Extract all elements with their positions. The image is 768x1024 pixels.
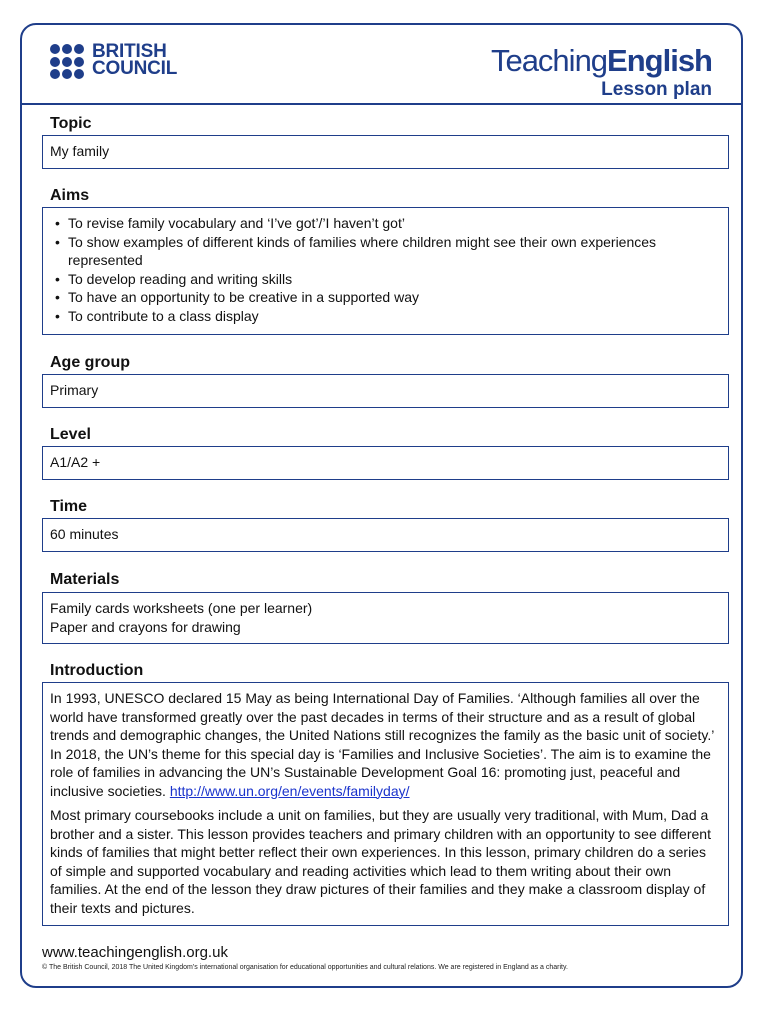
material-item: Paper and crayons for drawing <box>50 618 241 635</box>
time-value: 60 minutes <box>50 526 119 542</box>
introduction-p1-text: In 1993, UNESCO declared 15 May as being International Day of Families. ‘Although families all over the world have transformed greatly over the past decades in terms of their structure and as a result of global trends and demographic changes, the United Nations still recognizes the family as the basic unit of society.’ In 2018, the UN’s theme for this special day is ‘Families and Inclusive Societies’. The aim is to examine the role of families in advancing the UN’s Sustainable Development Goal 16: promoting just, peaceful and inclusive societies. <box>50 690 714 799</box>
org-name-line1: BRITISH <box>92 41 167 62</box>
aims-list <box>50 214 721 325</box>
header-divider <box>22 103 742 105</box>
introduction-box <box>42 682 729 926</box>
footer-copyright: © The British Council, 2018 The United Kingdom’s international organisation for educational opportunities and cultural relations. We are registered in England as a charity. <box>42 964 568 971</box>
aims-heading: Aims <box>50 187 90 204</box>
aim-item: • To contribute to a class display <box>68 307 721 326</box>
british-council-logo <box>50 43 230 83</box>
level-value: A1/A2 + <box>50 454 101 470</box>
aim-item: • To show examples of different kinds of families where children might see their own experiences represented <box>68 233 721 270</box>
aim-item: • To have an opportunity to be creative in a supported way <box>68 288 721 307</box>
british-council-dots-icon <box>50 43 88 79</box>
teaching-english-wordmark <box>491 44 712 78</box>
footer-url[interactable]: www.teachingenglish.org.uk <box>42 944 228 961</box>
topic-value: My family <box>50 143 110 159</box>
level-heading: Level <box>50 426 91 443</box>
document-type: Lesson plan <box>601 79 712 100</box>
material-item: Family cards worksheets (one per learner) <box>50 600 313 616</box>
materials-heading: Materials <box>50 571 120 588</box>
brand-light: Teaching <box>490 43 608 78</box>
topic-heading: Topic <box>50 115 92 132</box>
age-group-box <box>42 374 729 408</box>
aim-item: • To develop reading and writing skills <box>68 270 721 289</box>
british-council-wordmark <box>92 43 177 77</box>
org-name-line2: COUNCIL <box>92 58 178 79</box>
brand-bold: English <box>607 43 712 78</box>
age-group-heading: Age group <box>50 354 130 371</box>
time-box <box>42 518 729 552</box>
level-box <box>42 446 729 480</box>
un-family-day-link[interactable]: http://www.un.org/en/events/familyday/ <box>169 782 410 799</box>
age-group-value: Primary <box>50 382 99 398</box>
aims-box <box>42 207 729 335</box>
introduction-heading: Introduction <box>50 662 144 679</box>
time-heading: Time <box>50 498 88 515</box>
introduction-paragraph-2: Most primary coursebooks include a unit on families, but they are usually very traditional, with Mum, Dad a brother and a sister. This lesson provides teachers and primary children with an opportunity to see different kinds of families that might better reflect their own experiences. In this lesson, primary children do a series of simple and supported vocabulary and reading activities which lead to them writing about their own families. At the end of the lesson they draw pictures of their families and they make a classroom display of their texts and pictures. <box>50 807 711 916</box>
materials-box <box>42 592 729 644</box>
introduction-paragraph-1 <box>50 689 721 800</box>
aim-item: • To revise family vocabulary and ‘I’ve got’/’I haven’t got’ <box>68 214 721 233</box>
topic-box <box>42 135 729 169</box>
